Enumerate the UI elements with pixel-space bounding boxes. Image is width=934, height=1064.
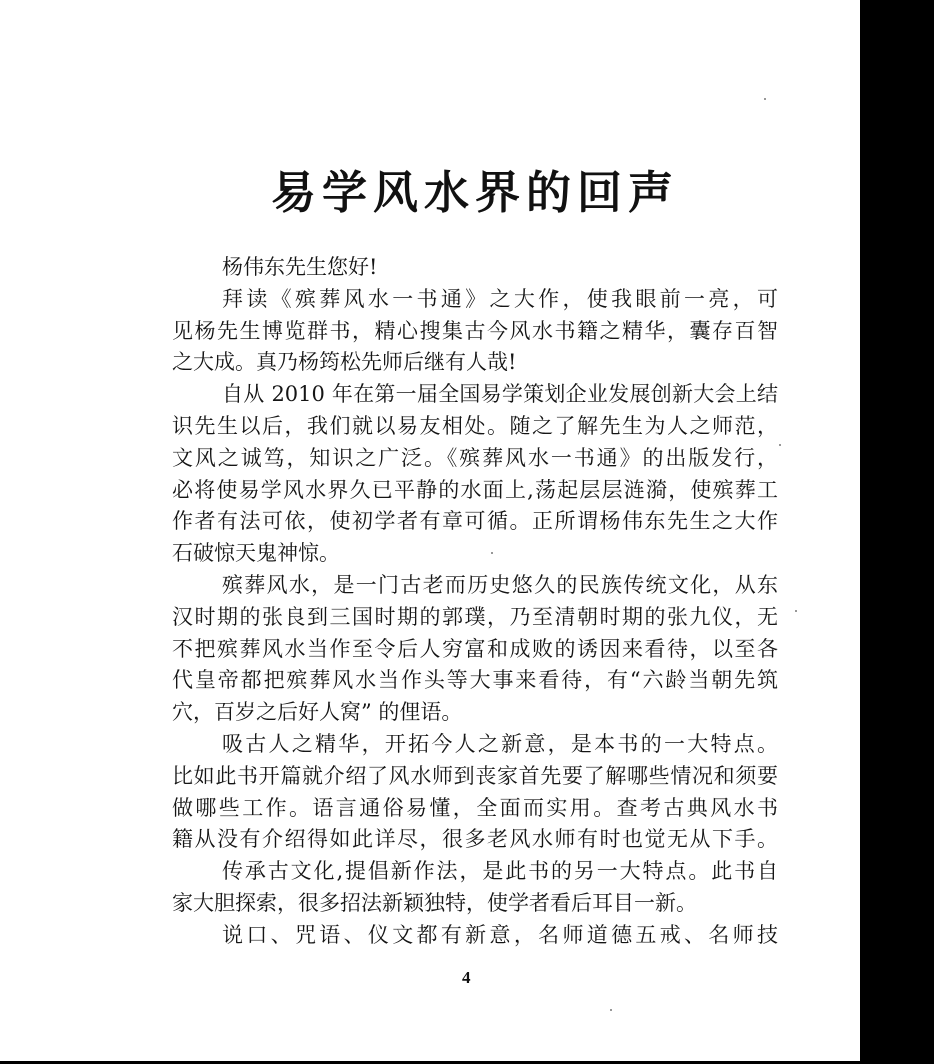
text-line: 汉时期的张良到三国时期的郭璞，乃至清朝时期的张九仪，无 — [172, 604, 778, 629]
scan-speck — [764, 98, 766, 100]
text-line: 做哪些工作。语言通俗易懂，全面而实用。查考古典风水书 — [172, 795, 778, 820]
text-line: 吸古人之精华，开拓今人之新意，是本书的一大特点。 — [222, 731, 778, 756]
body-text — [172, 252, 778, 952]
text-line: 说口、咒语、仪文都有新意，名师道德五戒、名师技 — [222, 922, 778, 947]
text-line: 杨伟东先生您好! — [222, 255, 378, 279]
text-line: 传承古文化,提倡新作法，是此书的另一大特点。此书自 — [222, 859, 778, 884]
text-line: 穴，百岁之后好人窝” 的俚语。 — [172, 700, 463, 725]
text-line: 比如此书开篇就介绍了风水师到丧家首先要了解哪些情况和须要 — [172, 763, 778, 788]
page-number: 4 — [462, 968, 471, 987]
scan-speck — [795, 610, 797, 612]
scan-speck — [779, 444, 781, 446]
text-line: 作者有法可依，使初学者有章可循。正所谓杨伟东先生之大作 — [172, 509, 778, 534]
text-line: 家大胆探索，很多招法新颖独特，使学者看后耳目一新。 — [172, 890, 697, 915]
scan-speck — [610, 1009, 612, 1011]
text-line: 拜读《殡葬风水一书通》之大作，使我眼前一亮，可 — [222, 286, 778, 311]
text-line: 石破惊天鬼神惊。 — [172, 541, 340, 566]
scan-speck — [491, 552, 493, 554]
text-line: 文风之诚笃，知识之广泛。《殡葬风水一书通》的出版发行， — [172, 445, 778, 470]
text-line: 籍从没有介绍得如此详尽，很多老风水师有时也觉无从下手。 — [172, 827, 778, 852]
text-line: 自从 2010 年在第一届全国易学策划企业发展创新大会上结 — [222, 382, 778, 407]
text-line: 不把殡葬风水当作至令后人穷富和成败的诱因来看待，以至各 — [172, 636, 778, 661]
page-title: 易学风水界的回声 — [270, 166, 679, 219]
text-line: 必将使易学风水界久已平静的水面上,荡起层层涟漪，使殡葬工 — [172, 477, 778, 502]
text-line: 殡葬风水，是一门古老而历史悠久的民族传统文化，从东 — [222, 572, 778, 597]
text-line: 见杨先生博览群书，精心搜集古今风水书籍之精华，囊存百智 — [172, 318, 778, 343]
text-line: 识先生以后，我们就以易友相处。随之了解先生为人之师范， — [172, 413, 778, 438]
text-line: 代皇帝都把殡葬风水当作头等大事来看待，有“六龄当朝先筑 — [172, 668, 778, 693]
text-line: 之大成。真乃杨筠松先师后继有人哉! — [172, 350, 517, 375]
